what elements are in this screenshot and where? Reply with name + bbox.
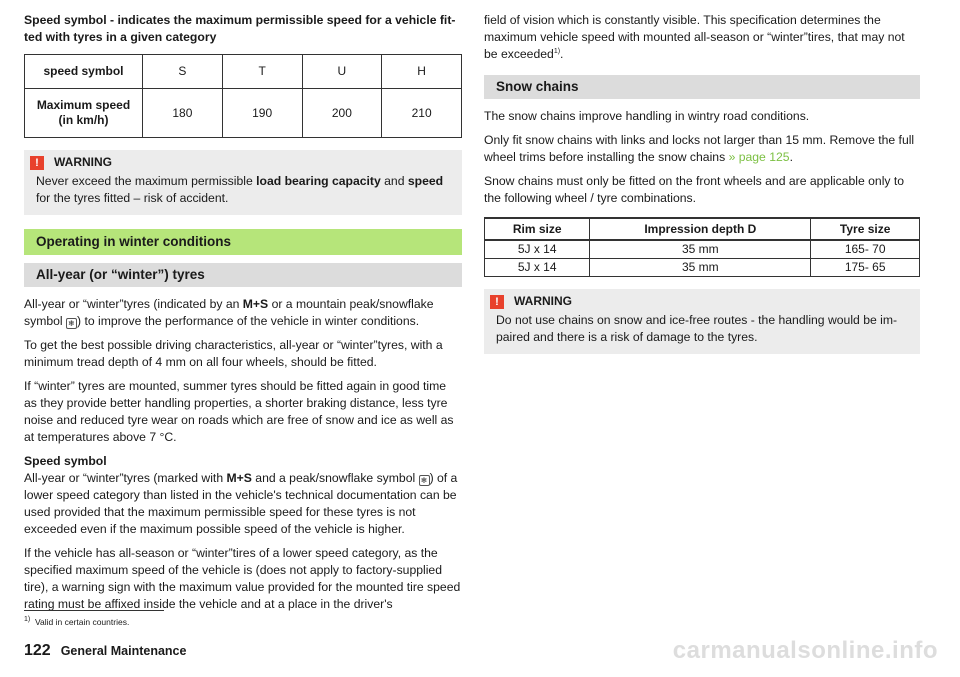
- warning-text: Do not use chains on snow and ice-free routes - the handling would be im-paired and there is a risk of damage to the tyres.: [496, 313, 898, 344]
- warning-label: WARNING: [514, 294, 572, 308]
- warning-box: [24, 150, 462, 215]
- text-run: .: [560, 47, 564, 61]
- text-bold: M+S: [226, 471, 252, 485]
- table-cell: 35 mm: [590, 240, 811, 259]
- table-cell: 200: [302, 89, 382, 138]
- table-header-row: [485, 218, 920, 240]
- table-header-cell: Rim size: [485, 218, 590, 240]
- watermark: carmanualsonline.info: [672, 637, 938, 664]
- table-cell: 180: [143, 89, 223, 138]
- mountain-snowflake-icon: ❄: [419, 475, 430, 486]
- warning-label: WARNING: [54, 155, 112, 169]
- table-cell: S: [143, 55, 223, 89]
- warning-header: [496, 293, 908, 310]
- text-bold: M+S: [242, 297, 269, 311]
- table-row: [25, 89, 462, 138]
- left-column: [24, 12, 462, 620]
- paragraph: [24, 453, 462, 538]
- table-header-cell: speed symbol: [25, 55, 143, 89]
- text-run: and: [380, 174, 408, 188]
- snow-chains-heading: Snow chains: [484, 75, 920, 99]
- table-cell: 175- 65: [811, 259, 920, 277]
- sub-heading: All-year (or “winter”) tyres: [24, 263, 462, 287]
- text-run: field of vision which is constantly visible. This specification determines the maximum vehicle speed with mounted all-season or “winter”tires, that may not be exceeded: [484, 13, 905, 61]
- warning-header: [36, 154, 450, 171]
- mountain-snowflake-icon: ❄: [66, 318, 77, 329]
- page-link[interactable]: » page 125: [728, 150, 790, 164]
- table-row: [485, 240, 920, 259]
- table-header-cell: Impression depth D: [590, 218, 811, 240]
- section-heading: Operating in winter conditions: [24, 229, 462, 255]
- table-header-cell: Tyre size: [811, 218, 920, 240]
- text-bold: speed: [407, 174, 444, 188]
- right-column: [484, 12, 920, 368]
- table-cell: U: [302, 55, 382, 89]
- paragraph: If “winter” tyres are mounted, summer tyres should be fitted again in good time as they provide better handling properties, a shorter braking distance, less tyre noise and reduced tyre wear on roads which are free of snow and ice as well as at temperatures above 7 °C.: [24, 379, 454, 444]
- table-cell: 5J x 14: [485, 240, 590, 259]
- text-run: All-year or “winter”tyres (marked with: [24, 471, 227, 485]
- speed-symbol-intro: Speed symbol - indicates the maximum permissible speed for a vehicle fit-ted with tyres in a given category: [24, 13, 456, 44]
- table-cell: 5J x 14: [485, 259, 590, 277]
- table-cell: H: [382, 55, 462, 89]
- speed-symbol-title: Speed symbol: [24, 454, 107, 468]
- warning-icon: !: [30, 156, 44, 170]
- text-run: ) to improve the performance of the vehicle in winter conditions.: [77, 314, 420, 328]
- warning-box: [484, 289, 920, 354]
- text-run: ) of a lower speed category than listed in the vehicle's technical documentation can be used provided that the maximum permissible speed for these tyres is not exceeded even if the maximum possible speed of the vehicle is higher.: [24, 471, 458, 536]
- paragraph: The snow chains improve handling in wintry road conditions.: [484, 109, 810, 123]
- snow-chain-table: [484, 217, 920, 277]
- table-cell: 35 mm: [590, 259, 811, 277]
- table-cell: 190: [222, 89, 302, 138]
- paragraph: To get the best possible driving characteristics, all-year or “winter”tyres, with a minimum tread depth of 4 mm on all four wheels, should be fitted.: [24, 338, 443, 369]
- page-number: 122: [24, 642, 51, 659]
- table-header-cell: Maximum speed (in km/h): [25, 89, 143, 138]
- footnote: [24, 617, 129, 628]
- footnote-divider: [24, 610, 164, 611]
- text-run: Never exceed the maximum permissible: [36, 174, 257, 188]
- footnote-marker: 1): [24, 616, 31, 624]
- table-cell: T: [222, 55, 302, 89]
- paragraph: [484, 12, 920, 63]
- table-row: [485, 259, 920, 277]
- text-run: for the tyres fitted – risk of accident.: [36, 191, 229, 205]
- table-row: [25, 55, 462, 89]
- footer-section-name: General Maintenance: [60, 644, 187, 658]
- text-run: and a peak/snowflake symbol: [251, 471, 419, 485]
- text-run: Only fit snow chains with links and locks not larger than 15 mm. Remove the full wheel trims before installing the snow chains: [484, 133, 915, 164]
- text-run: .: [789, 150, 793, 164]
- paragraph: Snow chains must only be fitted on the front wheels and are applicable only to the following wheel / tyre combinations.: [484, 174, 905, 205]
- text-run: All-year or “winter”tyres (indicated by an: [24, 297, 243, 311]
- footnote-ref: 1): [553, 47, 561, 55]
- text-bold: load bearing capacity: [256, 174, 381, 188]
- warning-text: [36, 173, 450, 207]
- page-footer: [24, 642, 186, 660]
- paragraph: [24, 296, 462, 330]
- text-run: or a mountain peak/snowflake symbol: [24, 297, 434, 328]
- table-cell: 165- 70: [811, 240, 920, 259]
- paragraph: If the vehicle has all-season or “winter”tires of a lower speed category, as the specified maximum speed of the vehicle is (does not apply to factory-supplied tire), a warning sign with the maximum value provided for the mounted tire speed rating must be affixed inside the vehicle and at a place in the driver's: [24, 546, 461, 611]
- speed-symbol-table: [24, 54, 462, 138]
- table-cell: 210: [382, 89, 462, 138]
- paragraph: [484, 132, 920, 166]
- warning-icon: !: [490, 295, 504, 309]
- footnote-text: Valid in certain countries.: [34, 617, 130, 627]
